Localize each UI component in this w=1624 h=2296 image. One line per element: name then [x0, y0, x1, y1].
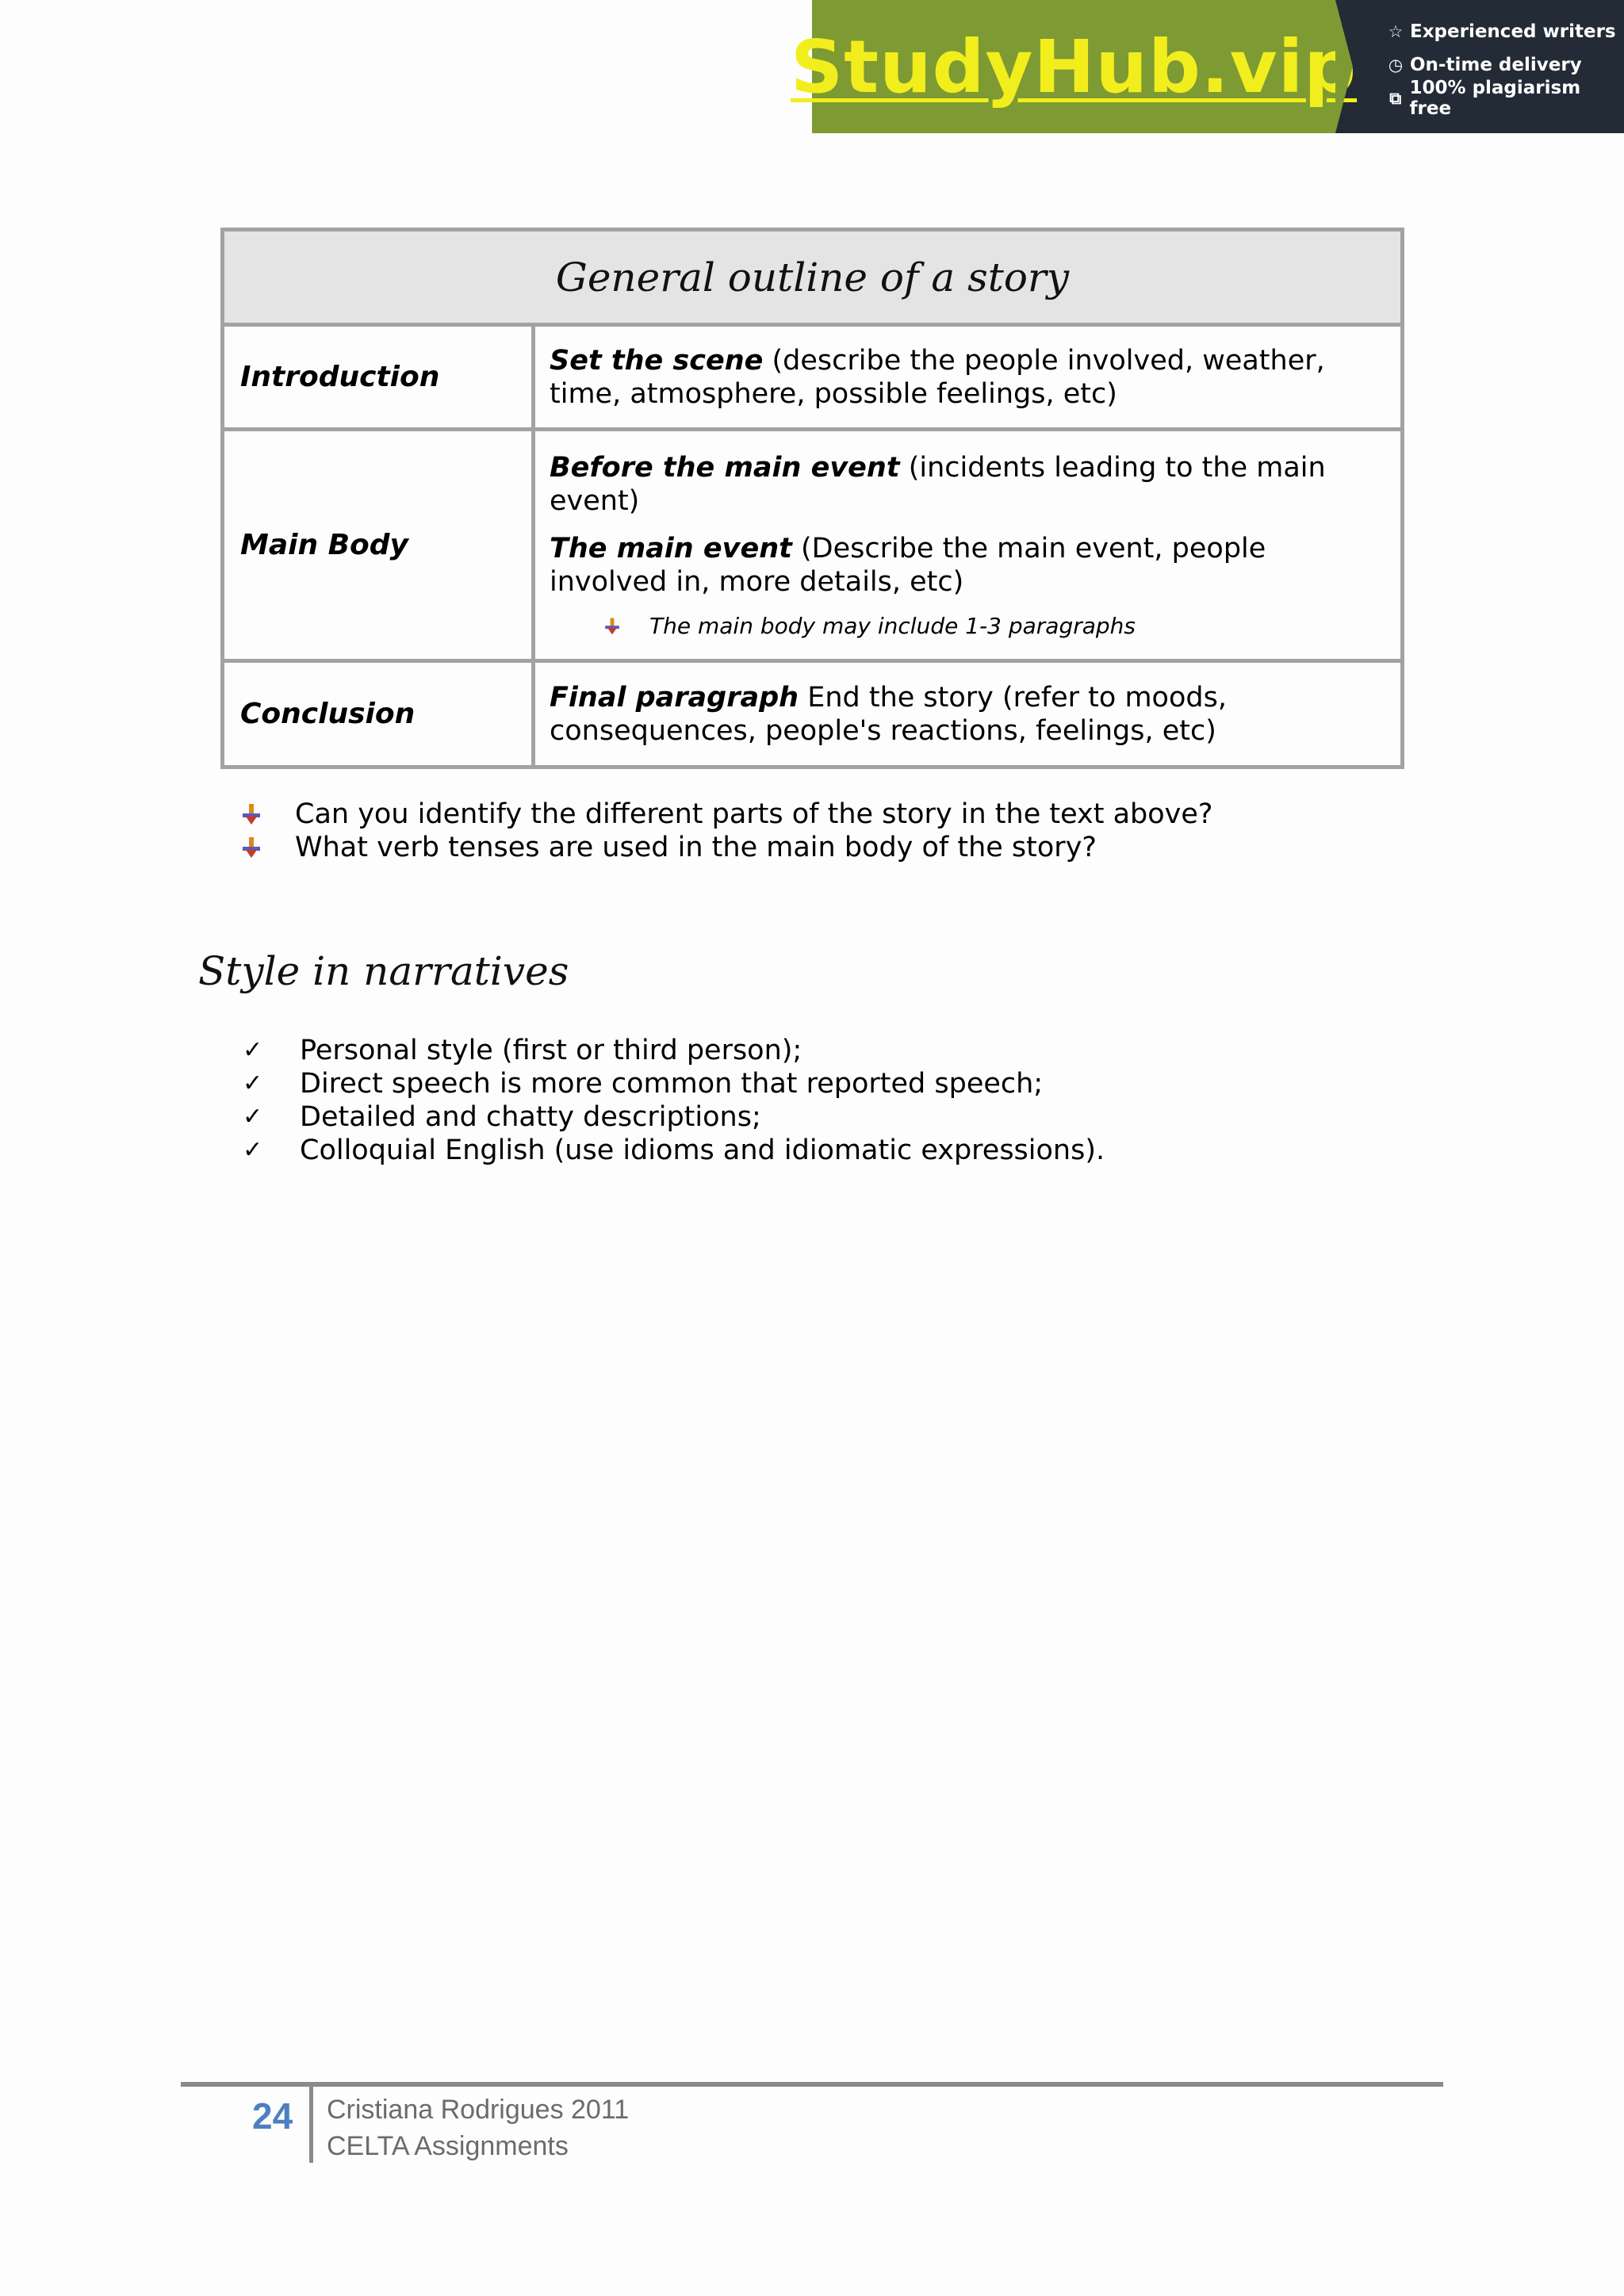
table-row — [223, 325, 1403, 430]
content-text: (Describe the main event, people involved in, more details, etc) — [550, 532, 1266, 598]
content-paragraph — [550, 451, 1386, 518]
style-item-text: Detailed and chatty descriptions; — [300, 1101, 761, 1133]
banner-perks — [1335, 0, 1624, 133]
question-text: Can you identify the different parts of the story in the text above? — [295, 798, 1213, 830]
perk-experienced-writers — [1386, 21, 1624, 43]
checkmark-icon: ✓ — [243, 1136, 263, 1164]
arrow-bullet-icon — [243, 837, 260, 858]
page-number: 24 — [252, 2095, 293, 2137]
studyhub-banner[interactable] — [790, 0, 1624, 133]
content-text: End the story (refer to moods, consequences, people's reactions, feelings, etc) — [550, 681, 1227, 747]
content-paragraph — [550, 532, 1386, 599]
clock-icon: ◷ — [1388, 55, 1404, 75]
style-list — [243, 1034, 1105, 1167]
question-text: What verb tenses are used in the main body of the story? — [295, 832, 1097, 863]
footer-text — [327, 2091, 629, 2164]
row-content-main-body — [534, 430, 1403, 661]
row-label-main-body: Main Body — [223, 430, 534, 661]
arrow-bullet-icon — [605, 618, 619, 634]
note-text: The main body may include 1-3 paragraphs — [649, 612, 1136, 639]
list-item — [243, 1067, 1105, 1100]
content-paragraph — [550, 344, 1386, 411]
list-item — [243, 798, 1212, 831]
star-icon: ☆ — [1388, 21, 1404, 41]
list-item — [243, 831, 1212, 864]
style-item-text: Direct speech is more common that reported speech; — [300, 1068, 1044, 1100]
content-keyword: Final paragraph — [550, 681, 799, 714]
style-item-text: Colloquial English (use idioms and idiomatic expressions). — [300, 1135, 1105, 1166]
row-label-introduction: Introduction — [223, 325, 534, 430]
content-keyword: Before the main event — [550, 451, 900, 484]
perk-label: On-time delivery — [1410, 55, 1582, 75]
checkmark-icon: ✓ — [243, 1070, 263, 1097]
checkmark-icon: ✓ — [243, 1103, 263, 1131]
content-text: (describe the people involved, weather, time, atmosphere, possible feelings, etc) — [550, 344, 1325, 410]
footer-vertical-divider — [309, 2087, 313, 2163]
perk-label: 100% plagiarism free — [1409, 78, 1581, 119]
main-body-note — [550, 613, 1386, 640]
checkmark-icon: ✓ — [243, 1036, 263, 1064]
content-keyword: The main event — [550, 532, 792, 564]
list-item — [243, 1034, 1105, 1067]
brand-logo-text: StudyHub.vip — [790, 24, 1358, 109]
perk-label: Experienced writers — [1410, 21, 1616, 42]
content-text: (incidents leading to the main event) — [550, 451, 1326, 517]
arrow-bullet-icon — [243, 804, 260, 825]
content-paragraph — [550, 681, 1386, 748]
list-item — [243, 1100, 1105, 1134]
footer-divider — [181, 2082, 1443, 2087]
row-content-introduction — [534, 325, 1403, 430]
perk-plagiarism-free — [1386, 78, 1624, 119]
row-label-conclusion: Conclusion — [223, 661, 534, 767]
brand-logo[interactable] — [790, 0, 1358, 133]
table-row — [223, 661, 1403, 767]
copy-icon: ⧉ — [1389, 88, 1402, 108]
perk-on-time-delivery — [1386, 54, 1624, 76]
section-heading: Style in narratives — [198, 948, 569, 994]
story-outline-table — [220, 228, 1404, 769]
questions-list — [243, 798, 1212, 864]
footer-subtitle: CELTA Assignments — [327, 2131, 569, 2161]
table-title: General outline of a story — [223, 230, 1403, 325]
list-item — [243, 1134, 1105, 1167]
row-content-conclusion — [534, 661, 1403, 767]
style-item-text: Personal style (first or third person); — [300, 1035, 802, 1066]
content-keyword: Set the scene — [550, 344, 764, 377]
table-row — [223, 430, 1403, 661]
footer-author: Cristiana Rodrigues 2011 — [327, 2095, 630, 2125]
